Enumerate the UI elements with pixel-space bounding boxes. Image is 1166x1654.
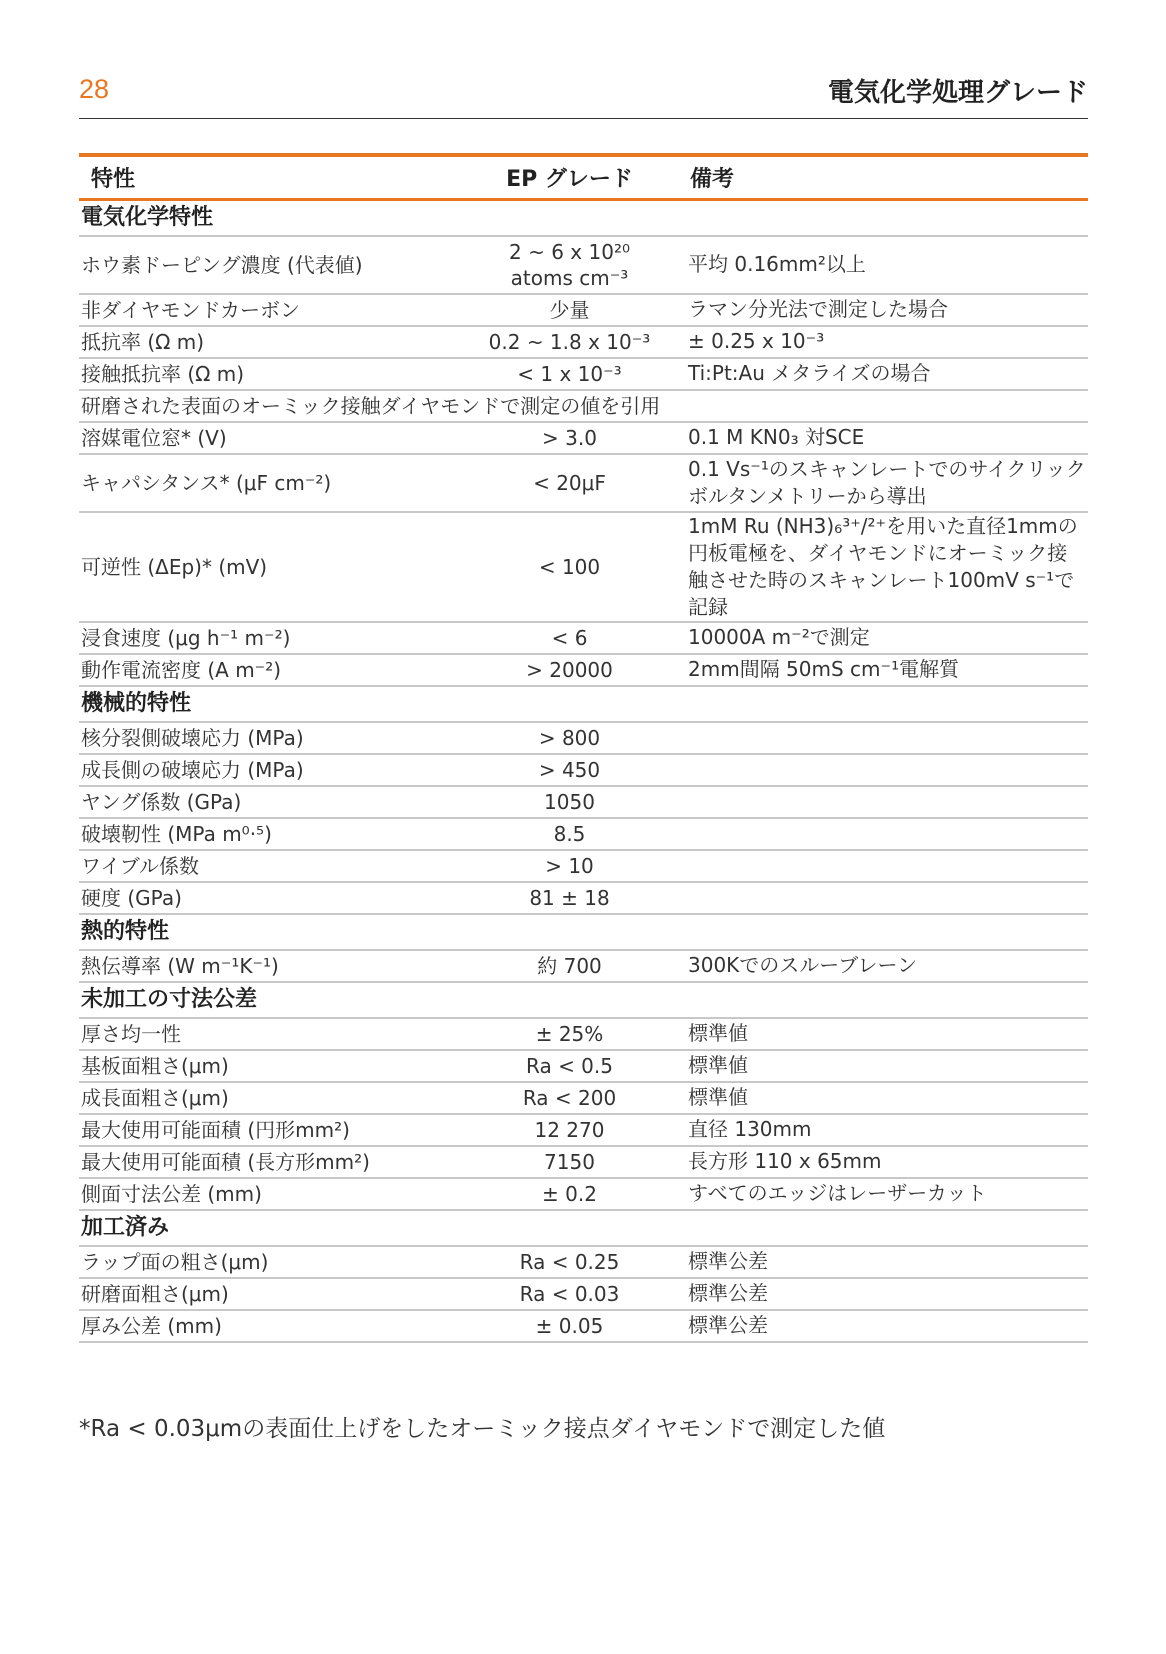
table-row — [79, 1146, 1088, 1178]
row-property: 最大使用可能面積 (円形mm²) — [79, 1114, 479, 1146]
table-row — [79, 786, 1088, 818]
row-note — [660, 882, 1088, 914]
table-row — [79, 850, 1088, 882]
row-property: 熱伝導率 (W m⁻¹K⁻¹) — [79, 950, 479, 982]
row-property: キャパシタンス* (μF cm⁻²) — [79, 454, 479, 512]
table-row — [79, 754, 1088, 786]
table-row — [79, 1278, 1088, 1310]
row-note: 標準公差 — [660, 1246, 1088, 1278]
row-note: 1mM Ru (NH3)₆³⁺/²⁺を用いた直径1mmの円板電極を、ダイヤモンドにオーミック接触させた時のスキャンレート100mV s⁻¹で記録 — [660, 512, 1088, 622]
row-note — [660, 818, 1088, 850]
row-note: 0.1 Vs⁻¹のスキャンレートでのサイクリックボルタンメトリーから導出 — [660, 454, 1088, 512]
row-note: 2mm間隔 50mS cm⁻¹電解質 — [660, 654, 1088, 686]
row-value: 7150 — [479, 1146, 660, 1178]
row-property: 成長側の破壊応力 (MPa) — [79, 754, 479, 786]
row-note: 10000A m⁻²で測定 — [660, 622, 1088, 654]
row-note — [660, 850, 1088, 882]
row-note: 300Kでのスルーブレーン — [660, 950, 1088, 982]
row-note: 標準値 — [660, 1082, 1088, 1114]
row-value: 1050 — [479, 786, 660, 818]
row-value: > 20000 — [479, 654, 660, 686]
row-note: 0.1 M KN0₃ 対SCE — [660, 422, 1088, 454]
section-row — [79, 1210, 1088, 1246]
footnote: *Ra < 0.03μmの表面仕上げをしたオーミック接点ダイヤモンドで測定した値 — [79, 1416, 886, 1442]
row-property: 接触抵抗率 (Ω m) — [79, 358, 479, 390]
row-property: 最大使用可能面積 (長方形mm²) — [79, 1146, 479, 1178]
row-property: 核分裂側破壊応力 (MPa) — [79, 722, 479, 754]
table-row — [79, 1082, 1088, 1114]
header-divider — [79, 118, 1088, 119]
table-row — [79, 326, 1088, 358]
page-number: 28 — [79, 74, 110, 104]
row-value: 8.5 — [479, 818, 660, 850]
row-property: 厚み公差 (mm) — [79, 1310, 479, 1342]
row-value: 2 ~ 6 x 10²⁰ atoms cm⁻³ — [479, 236, 660, 294]
table-row — [79, 512, 1088, 622]
section-title: 未加工の寸法公差 — [79, 982, 1088, 1018]
table-row — [79, 390, 1088, 422]
spec-table — [79, 153, 1088, 1343]
row-note — [660, 754, 1088, 786]
row-value: Ra < 0.25 — [479, 1246, 660, 1278]
row-value: > 450 — [479, 754, 660, 786]
row-note: 標準公差 — [660, 1310, 1088, 1342]
table-row — [79, 422, 1088, 454]
row-property: 抵抗率 (Ω m) — [79, 326, 479, 358]
table-row — [79, 1018, 1088, 1050]
row-value: < 100 — [479, 512, 660, 622]
section-row — [79, 686, 1088, 722]
row-note: 標準値 — [660, 1050, 1088, 1082]
row-value: 0.2 ~ 1.8 x 10⁻³ — [479, 326, 660, 358]
row-property: 基板面粗さ(μm) — [79, 1050, 479, 1082]
row-property: 破壊靭性 (MPa m⁰·⁵) — [79, 818, 479, 850]
row-property: 研磨された表面のオーミック接触ダイヤモンドで測定の値を引用 — [79, 390, 1088, 422]
table-row — [79, 654, 1088, 686]
spec-table-body — [79, 199, 1088, 1342]
section-title: 電気化学特性 — [79, 199, 1088, 236]
row-property: 非ダイヤモンドカーボン — [79, 294, 479, 326]
row-note — [660, 722, 1088, 754]
row-property: ラップ面の粗さ(μm) — [79, 1246, 479, 1278]
row-value: < 20μF — [479, 454, 660, 512]
row-value: 81 ± 18 — [479, 882, 660, 914]
row-property: ヤング係数 (GPa) — [79, 786, 479, 818]
section-title: 機械的特性 — [79, 686, 1088, 722]
table-row — [79, 882, 1088, 914]
row-value: 少量 — [479, 294, 660, 326]
row-value: Ra < 0.03 — [479, 1278, 660, 1310]
row-property: 浸食速度 (μg h⁻¹ m⁻²) — [79, 622, 479, 654]
row-value: < 6 — [479, 622, 660, 654]
row-note: 直径 130mm — [660, 1114, 1088, 1146]
table-row — [79, 1114, 1088, 1146]
row-value: < 1 x 10⁻³ — [479, 358, 660, 390]
section-row — [79, 199, 1088, 236]
section-row — [79, 914, 1088, 950]
row-value: 約 700 — [479, 950, 660, 982]
row-property: 研磨面粗さ(μm) — [79, 1278, 479, 1310]
row-note: 標準値 — [660, 1018, 1088, 1050]
row-note: 平均 0.16mm²以上 — [660, 236, 1088, 294]
page-title: 電気化学処理グレード — [827, 78, 1088, 108]
row-property: 側面寸法公差 (mm) — [79, 1178, 479, 1210]
row-note: Ti:Pt:Au メタライズの場合 — [660, 358, 1088, 390]
row-note: すべてのエッジはレーザーカット — [660, 1178, 1088, 1210]
row-note: ラマン分光法で測定した場合 — [660, 294, 1088, 326]
row-value: > 10 — [479, 850, 660, 882]
row-property: 可逆性 (ΔEp)* (mV) — [79, 512, 479, 622]
row-value: ± 0.05 — [479, 1310, 660, 1342]
table-row — [79, 818, 1088, 850]
table-row — [79, 1246, 1088, 1278]
row-note: 長方形 110 x 65mm — [660, 1146, 1088, 1178]
header-note: 備考 — [660, 155, 1088, 199]
header-property: 特性 — [79, 155, 479, 199]
row-note: ± 0.25 x 10⁻³ — [660, 326, 1088, 358]
row-note: 標準公差 — [660, 1278, 1088, 1310]
table-row — [79, 950, 1088, 982]
row-property: ホウ素ドーピング濃度 (代表値) — [79, 236, 479, 294]
table-row — [79, 622, 1088, 654]
row-property: 成長面粗さ(μm) — [79, 1082, 479, 1114]
row-property: ワイブル係数 — [79, 850, 479, 882]
table-row — [79, 454, 1088, 512]
table-row — [79, 722, 1088, 754]
table-row — [79, 236, 1088, 294]
row-value: 12 270 — [479, 1114, 660, 1146]
row-property: 硬度 (GPa) — [79, 882, 479, 914]
row-value: > 800 — [479, 722, 660, 754]
row-value: > 3.0 — [479, 422, 660, 454]
row-value: ± 25% — [479, 1018, 660, 1050]
table-row — [79, 358, 1088, 390]
row-note — [660, 786, 1088, 818]
row-property: 溶媒電位窓* (V) — [79, 422, 479, 454]
header-value: EP グレード — [479, 155, 660, 199]
row-value: ± 0.2 — [479, 1178, 660, 1210]
section-title: 加工済み — [79, 1210, 1088, 1246]
table-row — [79, 1178, 1088, 1210]
row-property: 厚さ均一性 — [79, 1018, 479, 1050]
section-row — [79, 982, 1088, 1018]
table-row — [79, 1310, 1088, 1342]
section-title: 熱的特性 — [79, 914, 1088, 950]
row-property: 動作電流密度 (A m⁻²) — [79, 654, 479, 686]
table-header-row — [79, 155, 1088, 199]
table-row — [79, 294, 1088, 326]
row-value: Ra < 0.5 — [479, 1050, 660, 1082]
row-value: Ra < 200 — [479, 1082, 660, 1114]
table-row — [79, 1050, 1088, 1082]
